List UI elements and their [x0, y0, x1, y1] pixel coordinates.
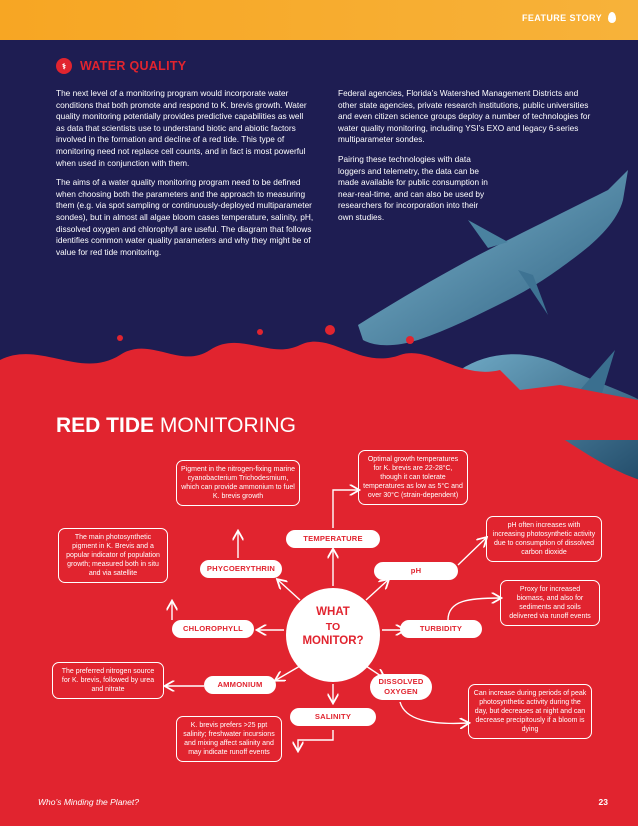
param-do-line-1: DISSOLVED: [378, 677, 424, 686]
note-dissolved-oxygen: Can increase during periods of peak photosynthetic activity during the day, but decreases at night and can decrease precipitously if a bloom is dying: [468, 684, 592, 739]
publication-name: Who’s Minding the Planet?: [38, 797, 139, 807]
monitoring-title-rest: MONITORING: [159, 414, 296, 437]
monitoring-title-bold: RED TIDE: [56, 414, 155, 437]
note-chlorophyll: The main photosynthetic pigment in K. Brevis and a popular indicator of population growth; measured both in situ and via satellite: [58, 528, 168, 583]
note-ammonium: The preferred nitrogen source for K. brevis, followed by urea and nitrate: [52, 662, 164, 699]
note-turbidity: Proxy for increased biomass, and also for sediments and soils delivered via runoff events: [500, 580, 600, 626]
param-phycoerythrin: PHYCOERYTHRIN: [200, 560, 282, 578]
paragraph: Pairing these technologies with data loggers and telemetry, the data can be made available for public consumption in near-real-time, and can also be used by researchers for incorporation into their own studies.: [338, 153, 488, 222]
param-temperature: TEMPERATURE: [286, 530, 380, 548]
param-ammonium: AMMONIUM: [204, 676, 276, 694]
param-dissolved-oxygen: [370, 674, 432, 700]
water-drop-icon: [608, 12, 616, 23]
note-temperature: Optimal growth temperatures for K. brevis are 22-28°C, though it can tolerate temperatures as low as 5°C and over 30°C (strain-dependent): [358, 450, 468, 505]
hub-line-3: MONITOR?: [302, 635, 364, 647]
param-do-line-2: OXYGEN: [384, 687, 418, 696]
header-bar: [0, 0, 638, 40]
page-number: 23: [598, 797, 608, 807]
paragraph: The next level of a monitoring program would incorporate water conditions that both promote and respond to K. brevis growth. Water quality monitoring potentially provides predictive capabilities as well as data that scientists use to understand biotic and abiotic factors involved in the formation and decline of a red tide. This type of monitoring need not replace cell counts, and in fact is most powerful when used in conjunction with them.: [56, 88, 307, 168]
monitoring-title: [56, 414, 296, 438]
hub-line-1: WHAT: [316, 606, 350, 618]
feature-story-tag: [522, 12, 616, 23]
section-heading: [56, 58, 186, 74]
paragraph: Federal agencies, Florida’s Watershed Management Districts and other state agencies, private research institutions, public universities and even citizen science groups deploy a number of technologies for water quality monitoring, including YSI’s EXO and legacy 6-series multiparameter sondes.: [338, 88, 591, 145]
param-ph: pH: [374, 562, 458, 580]
paragraph: The aims of a water quality monitoring program need to be defined when choosing both the parameters and the approach to measuring them (e.g. via spot sampling or continuously-deployed multiparameter sondes), but in almost all algae bloom cases temperature, salinity, pH, dissolved oxygen and chlorophyll are useful. The diagram that follows identifies common water quality parameters and why they might be of value for red tide monitoring.: [56, 177, 314, 257]
note-ph: pH often increases with increasing photosynthetic activity due to consumption of dissolved carbon dioxide: [486, 516, 602, 562]
param-turbidity: TURBIDITY: [400, 620, 482, 638]
monitoring-diagram: [0, 440, 638, 800]
body-column-left: [56, 88, 314, 266]
param-chlorophyll: CHLOROPHYLL: [172, 620, 254, 638]
section-title: WATER QUALITY: [80, 59, 187, 73]
what-to-monitor-hub: [286, 588, 380, 682]
feature-story-label: FEATURE STORY: [521, 12, 602, 23]
water-quality-icon: ⚕: [56, 58, 72, 74]
note-salinity: K. brevis prefers >25 ppt salinity; freshwater incursions and mixing affect salinity and may indicate runoff events: [176, 716, 282, 762]
note-phycoerythrin: Pigment in the nitrogen-fixing marine cyanobacterium Trichodesmium, which can provide ammonium to fuel K. brevis growth: [176, 460, 300, 506]
body-column-right: [338, 88, 594, 232]
hub-line-2: TO: [325, 621, 341, 633]
param-salinity: SALINITY: [290, 708, 376, 726]
